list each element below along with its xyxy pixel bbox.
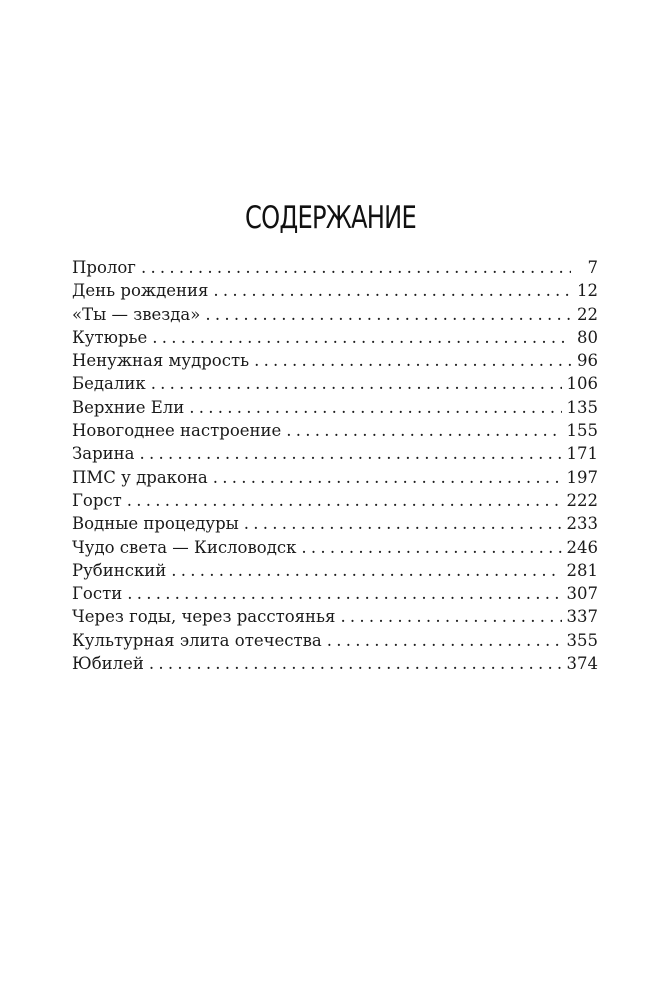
- dot-leader: [171, 559, 561, 582]
- toc-entry: [72, 629, 598, 652]
- toc-entry: [72, 512, 598, 535]
- toc-entry: [72, 396, 598, 419]
- toc-entry-page: 171: [565, 442, 599, 465]
- toc-entry-page: 246: [565, 536, 599, 559]
- toc-entry-page: 307: [565, 582, 599, 605]
- dot-leader: [149, 652, 562, 675]
- toc-entry: [72, 536, 598, 559]
- toc-entry-title: День рождения: [72, 279, 210, 302]
- dot-leader: [127, 489, 562, 512]
- toc-entry-title: Горст: [72, 489, 124, 512]
- toc-entry-page: 197: [565, 466, 599, 489]
- toc-entry: [72, 442, 598, 465]
- toc-entry-page: 135: [565, 396, 599, 419]
- toc-entry: [72, 605, 598, 628]
- toc-entry: [72, 279, 598, 302]
- dot-leader: [151, 372, 562, 395]
- toc-entry-page: 233: [565, 512, 599, 535]
- dot-leader: [127, 582, 561, 605]
- dot-leader: [244, 512, 562, 535]
- toc-entry: [72, 489, 598, 512]
- toc-entry-page: 222: [565, 489, 599, 512]
- dot-leader: [152, 326, 571, 349]
- dot-leader: [301, 536, 561, 559]
- toc-entry-title: Кутюрье: [72, 326, 149, 349]
- toc-entry-page: 337: [565, 605, 599, 628]
- toc-entry-page: 355: [565, 629, 599, 652]
- toc-entry-title: Ненужная мудрость: [72, 349, 251, 372]
- toc-heading: СОДЕРЖАНИЕ: [244, 200, 416, 236]
- toc-entry: [72, 303, 598, 326]
- toc-entry-page: 12: [574, 279, 598, 302]
- toc-entry: [72, 652, 598, 675]
- toc-entry-page: 106: [565, 372, 599, 395]
- dot-leader: [140, 442, 562, 465]
- dot-leader: [189, 396, 561, 419]
- toc-entry-title: Новогоднее настроение: [72, 419, 283, 442]
- toc-entry-title: Верхние Ели: [72, 396, 186, 419]
- toc-entry-title: Гости: [72, 582, 124, 605]
- dot-leader: [286, 419, 561, 442]
- toc-entry-title: Пролог: [72, 256, 138, 279]
- toc-entry: [72, 559, 598, 582]
- toc-entry-title: Юбилей: [72, 652, 146, 675]
- toc-entry-title: Зарина: [72, 442, 137, 465]
- toc-entry-title: Рубинский: [72, 559, 168, 582]
- toc-entry: [72, 326, 598, 349]
- toc-entry: [72, 466, 598, 489]
- toc-entry: [72, 372, 598, 395]
- toc-entry-page: 7: [574, 256, 598, 279]
- toc-entry-page: 281: [565, 559, 599, 582]
- toc-entry-page: 155: [565, 419, 599, 442]
- toc-entry-page: 22: [574, 303, 598, 326]
- dot-leader: [213, 279, 571, 302]
- dot-leader: [205, 303, 571, 326]
- toc-entry: [72, 349, 598, 372]
- toc-entry-title: ПМС у дракона: [72, 466, 210, 489]
- toc-entry-title: Водные процедуры: [72, 512, 241, 535]
- toc-entry-page: 80: [574, 326, 598, 349]
- dot-leader: [254, 349, 571, 372]
- toc-entry-title: Бедалик: [72, 372, 148, 395]
- toc-entry-title: Культурная элита отечества: [72, 629, 324, 652]
- toc-entry-title: «Ты — звезда»: [72, 303, 202, 326]
- toc-entry-title: Чудо света — Кисловодск: [72, 536, 298, 559]
- toc-entry-title: Через годы, через расстоянья: [72, 605, 337, 628]
- dot-leader: [327, 629, 562, 652]
- toc-entry-page: 374: [565, 652, 599, 675]
- toc-entry: [72, 419, 598, 442]
- dot-leader: [141, 256, 571, 279]
- dot-leader: [340, 605, 561, 628]
- toc-entry: [72, 582, 598, 605]
- toc-entry: [72, 256, 598, 279]
- toc-list: [72, 256, 598, 675]
- toc-entry-page: 96: [574, 349, 598, 372]
- dot-leader: [213, 466, 562, 489]
